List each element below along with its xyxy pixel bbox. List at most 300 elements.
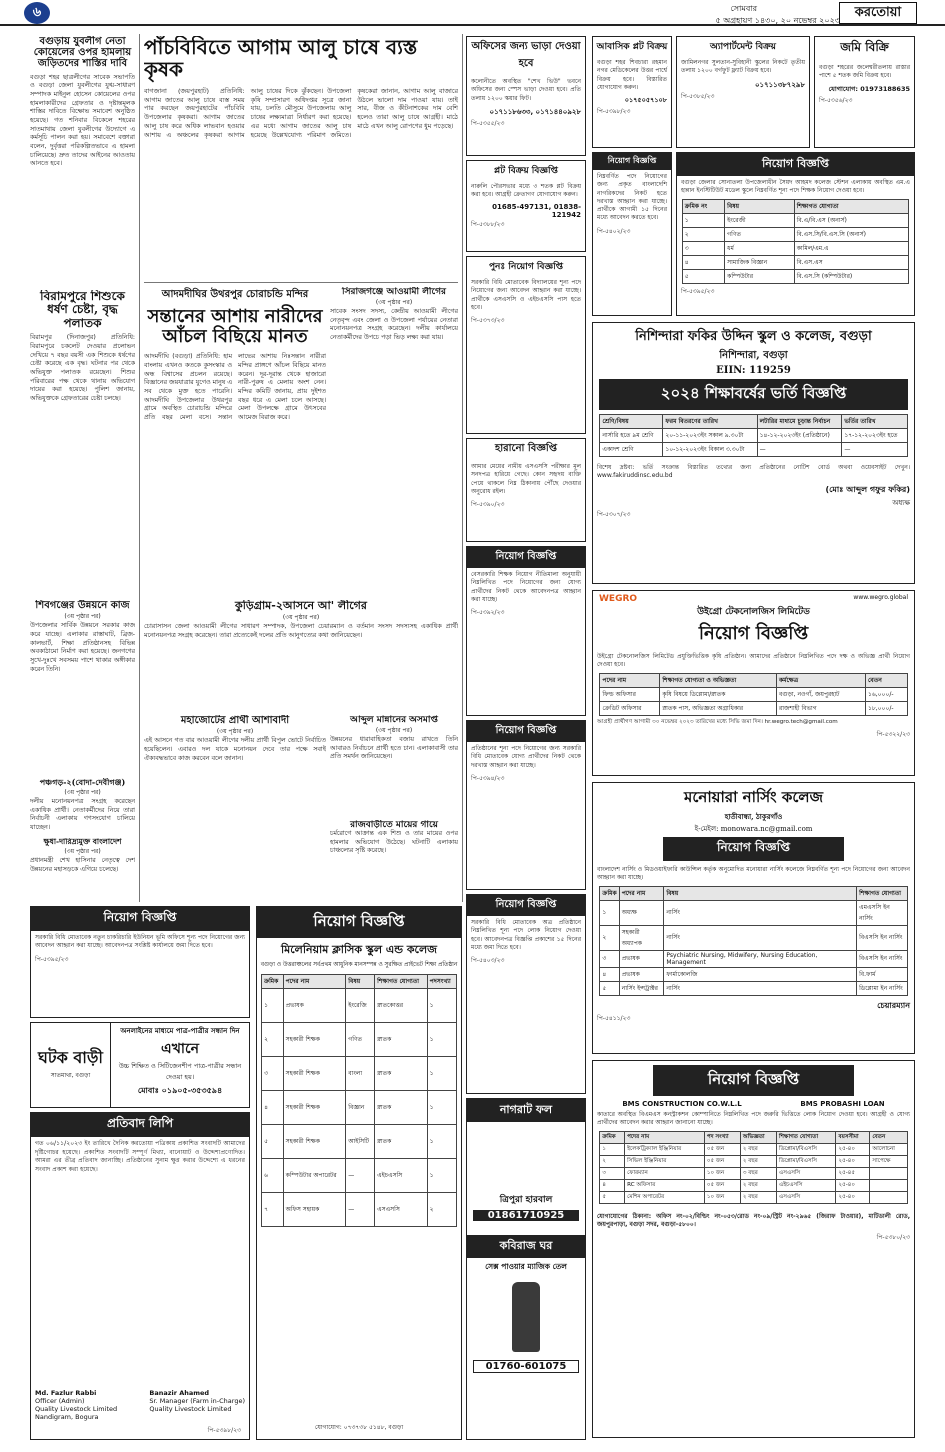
ad-ref: পি-৫৩৫৫/২৩ <box>471 119 505 127</box>
ad-title: নিয়োগ বিজ্ঞপ্তি <box>467 895 585 916</box>
table-cell: এসএসসি <box>777 1191 836 1203</box>
ad-recruit-a <box>592 152 672 316</box>
table-header: শিক্ষাগত যোগ্যতা <box>794 199 909 213</box>
signatory-role: Sr. Manager (Farm in-Charge) <box>149 1397 245 1405</box>
table-row <box>600 925 907 950</box>
table-cell: ১ <box>262 989 284 1023</box>
table-cell: ১৮,০০০/- <box>865 701 907 715</box>
ad-body: প্রতিষ্ঠানের শূন্য পদে নিয়োগের জন্য সরকারি বিধি মোতাবেক যোগ্য প্রার্থীদের নিকট থেকে দরখাস্ত আহ্বান করা যাচ্ছে। <box>471 745 581 769</box>
ad-title: নিয়োগ বিজ্ঞপ্তি <box>257 907 461 938</box>
story-body: দলীয় মনোনয়নপত্র সংগ্রহ করেছেন একাধিক প্রার্থী। নেতাকর্মীদের নিয়ে তারা নির্বাচনী এলাকায় গণসংযোগ চালিয়ে যাচ্ছেন। <box>30 797 135 832</box>
ad-ref: পি-৫৩৮৮/২৩ <box>471 220 505 228</box>
table-cell: বি.ফার্ম <box>857 967 907 981</box>
table-cell: ৩ <box>600 1167 625 1179</box>
story-headline: মহাজোটের প্রার্থী আশাবাদী <box>180 715 290 726</box>
table-cell: সামাজিক বিজ্ঞান <box>725 255 795 269</box>
table-header: বিষয় <box>725 199 795 213</box>
table-header: শিক্ষাগত যোগ্যতা <box>857 886 907 900</box>
ghotok-highlight: এখানে <box>161 1041 199 1057</box>
table-cell: ইলেকট্রিক্যাল ইঞ্জিনিয়ার <box>625 1143 705 1155</box>
table-cell: প্রভাষক <box>619 950 664 967</box>
lead-body: বাগজানা (জয়পুরহাট) প্রতিনিধি: আগাম জাতের আলু চাষে ব্যস্ত সময় পার করছেন জয়পুরহাটের পাঁচবিবি উপজেলার কৃষকরা। আগাম জাতের আলু চাষ করে অধিক লাভবান হওয়ার আশায় এ অঞ্চলের কৃষকরা আগাম আলু চাষের দিকে ঝুঁকছেন। উপজেলা কৃষি সম্প্রসারণ অধিদপ্তর সূত্রে জানা যায়, চলতি মৌসুমে উপজেলায় আলু চাষের লক্ষ্যমাত্রা নির্ধারণ করা হয়েছে। এর মধ্যে আগাম জাতের আলু চাষ হয়েছে উল্লেখযোগ্য পরিমাণ জমিতে। কৃষকেরা জানান, আগাম আলু বাজারে উঠলে ভালো দাম পাওয়া যায়। তাই সার, বীজ ও কীটনাশকের দাম বেশি হলেও তারা আলু চাষে আগ্রহী। মাঠে মাঠে এখন আলু রোপণের ধুম পড়েছে। <box>144 86 458 139</box>
ad-ref: পি-৫৩৯২/২৩ <box>471 609 505 617</box>
ad-protest-letter <box>30 1112 250 1440</box>
table-row <box>600 701 907 715</box>
table-cell: স্নাতক <box>375 1125 427 1159</box>
story-headline: বগুড়ায় যুবলীগ নেতা কোয়েলের ওপর হামলায় জড়িতদের শাস্তির দাবি <box>33 36 132 70</box>
story-body: চোরাসাসন জেলা আওয়ামী লীগের সাধারণ সম্পাদক, উপজেলা চেয়ারম্যান ও বর্তমান সংসদ সদস্যসহ একাধিক প্রার্থী মনোনয়নপত্র সংগ্রহ করেছেন। তারা প্রত্যেকেই দলের প্রতি আনুগত্যের কথা জানিয়েছেন। <box>144 623 458 639</box>
table-cell: RC অফিসার <box>625 1179 705 1191</box>
story-continuation: (৩য় পৃষ্ঠার পর) <box>282 614 320 622</box>
ad-bms-recruit <box>592 1060 915 1438</box>
table-cell: ৫ <box>262 1125 284 1159</box>
wegro-table <box>599 673 907 716</box>
table-cell: প্রভাষক <box>619 967 664 981</box>
page-number: ৬ <box>24 2 50 24</box>
ad-body: কলোনীতে অবস্থিত "শেখ ভিউ" ভবনে অফিসের জন্য স্পেস ভাড়া দেওয়া হবে। প্রতি তলায় ১২০০ স্কয়ার ফিট। <box>471 78 581 102</box>
table-cell: ৪ <box>600 1179 625 1191</box>
table-cell: ২০-১১-২০২৩ইং সকাল ৯.৩০টা <box>663 429 757 443</box>
table-cell: ১ <box>427 1023 456 1057</box>
table-cell: ২ <box>600 1155 625 1167</box>
ad-title: নিয়োগ বিজ্ঞপ্তি <box>593 153 671 170</box>
table-cell: ইংরেজি <box>346 989 375 1023</box>
table-cell: নার্সিং <box>664 900 857 925</box>
table-row <box>600 1155 907 1167</box>
story-body: প্রধানমন্ত্রী শেখ হাসিনার নেতৃত্বে দেশ উন্নয়নের মহাসড়কে এগিয়ে চলেছে। <box>30 857 135 874</box>
table-cell: বাংলা <box>346 1057 375 1091</box>
table-cell: ১০-১২-২০২৩ইং বিকাল ৩.৩০টা <box>663 443 757 457</box>
story-siraj <box>330 287 458 587</box>
table-cell: ৪ <box>600 967 619 981</box>
college-address: হাতীবান্ধা, ঠাকুরগাঁও <box>724 812 783 821</box>
ghotok-logo-title: ঘটক বাড়ী <box>38 1048 103 1068</box>
table-cell: মেশিন অপারেটর <box>625 1191 705 1203</box>
school-eiin: EIIN: 119259 <box>716 365 791 376</box>
table-cell: ২ <box>262 1023 284 1057</box>
story-continuation: (৩য় পৃষ্ঠার পর) <box>64 788 101 796</box>
table-cell: কামিল/এম.এ <box>794 241 909 255</box>
table-cell: ৩ <box>682 241 724 255</box>
ad-body: সরকারি বিধি মোতাবেক অত্র প্রতিষ্ঠানে নিম্নলিখিত শূন্য পদে লোক নিয়োগ দেওয়া হবে। আবেদনপত্র বিজ্ঞপ্তি প্রকাশের ১৫ দিনের মধ্যে জমা দিতে হবে। <box>471 919 581 951</box>
table-cell: — <box>842 443 907 457</box>
table-header: শিক্ষাগত যোগ্যতা <box>375 975 427 989</box>
masthead <box>0 0 945 26</box>
ad-nursing-recruit <box>592 782 915 1054</box>
signatory-role: Officer (Admin) <box>35 1397 85 1405</box>
table-cell: গণিত <box>725 227 795 241</box>
ad-body: আমার মেয়ের নামীয় এসএসসি পরীক্ষার মূল সনদপত্র হারিয়ে গেছে। কোন সহৃদয় ব্যক্তি পেয়ে থাকলে নিম্ন ঠিকানায় পৌঁছে দেওয়ার অনুরোধ রইল। <box>471 463 581 495</box>
table-row <box>600 900 907 925</box>
ad-contact: 01685-497131, 01838-121942 <box>492 202 581 219</box>
table-cell: স্নাতক <box>375 1057 427 1091</box>
story-birampur <box>30 290 135 590</box>
ad-contact: যোগাযোগ: 01973188635 <box>828 84 910 93</box>
table-cell: ৪ <box>682 255 724 269</box>
ad-herbal <box>466 1098 586 1440</box>
table-row <box>682 255 909 269</box>
ad-contact: ০১৭৫০৫৭১০৮ <box>624 96 667 105</box>
story-body: উপজেলার সার্বিক উন্নয়নে সরকার কাজ করে যাচ্ছে। এলাকার রাস্তাঘাট, ব্রিজ-কালভার্ট, শিক্ষা প্রতিষ্ঠানসহ বিভিন্ন অবকাঠামো নির্মাণ করা হয়েছে। জনগণের সুখে-দুঃখে সবসময় পাশে থাকার অঙ্গীকার করেন তিনি। <box>30 622 135 673</box>
ad-ref: পি-৫৩৯৮/২৩ <box>207 1427 241 1434</box>
story-continuation: (৩য় পৃষ্ঠার পর) <box>216 728 254 736</box>
table-row <box>600 1143 907 1155</box>
ad-millennium-recruit <box>256 906 462 1440</box>
ad-lost-notice <box>466 438 586 542</box>
table-cell: ২৫-৪০ <box>836 1191 870 1203</box>
table-header: শ্রেণি/বিষয় <box>600 415 663 429</box>
signatory-name: Banazir Ahamed <box>149 1389 210 1397</box>
table-header: কর্মক্ষেত্র <box>776 673 865 687</box>
table-cell: সহকারী অধ্যাপক <box>619 925 664 950</box>
table-header: পদের নাম <box>619 886 664 900</box>
table-cell: ১০ জন <box>704 1191 740 1203</box>
ad-ref: পি-৫৪০৩/২৩ <box>471 957 505 965</box>
herbal-brand-2: কবিরাজ ঘর <box>467 1235 585 1258</box>
ad-body: সরকারি বিধি মোতাবেক নতুন চাকরিচারি ইউনিয়ন ভূমি অফিসে শূন্য পদে নিয়োগের জন্য আবেদন আহ্বান করা যাচ্ছে। আবেদনপত্র সংশ্লিষ্ট কার্যালয়ে জমা দিতে হবে। <box>35 934 245 950</box>
ad-recruit-b <box>676 152 915 316</box>
table-cell: ৩ বছর <box>740 1167 776 1179</box>
ad-title: আবাসিক প্লট বিক্রয় <box>596 42 668 52</box>
herbal-phone-2: 01760-601075 <box>473 1360 579 1373</box>
table-cell: নার্সিং <box>664 981 857 995</box>
herbal-brand: ত্রিপুরা হারবাল <box>499 1195 553 1205</box>
table-cell: গণিত <box>346 1023 375 1057</box>
table-row <box>262 989 457 1023</box>
table-header: ফরম বিতরণের তারিখ <box>663 415 757 429</box>
table-cell: ১ <box>682 213 724 227</box>
ad-ref: পি-৫৪১১/২৩ <box>597 1014 631 1022</box>
ad-title: নিয়োগ বিজ্ঞপ্তি <box>467 721 585 742</box>
ad-footer: যোগাযোগ: ০৭৩৭৩৮ ৫১৪৮, বগুড়া <box>314 1423 404 1431</box>
lead-story <box>144 36 458 278</box>
table-cell: ২৫-৪০ <box>836 1155 870 1167</box>
table-cell: ২ <box>600 925 619 950</box>
table-cell: ১ <box>600 900 619 925</box>
table-cell: বি.এস.সি/বি.এস.সি (অনার্স) <box>794 227 909 241</box>
ad-title: প্রতিবাদ লিপি <box>31 1113 249 1137</box>
table-row <box>262 1125 457 1159</box>
ad-office-rent <box>466 36 586 156</box>
ghotok-body: উচ্চ শিক্ষিত ও সিটিজেনশীপ পাত্র-পাত্রীর সন্ধান দেওয়া হয়। <box>118 1062 242 1081</box>
table-cell: ৪ <box>262 1091 284 1125</box>
table-cell: অফিস সহায়ক <box>283 1193 346 1227</box>
table-header: বয়সসীমা <box>836 1131 870 1143</box>
school-address: নিশিন্দারা, বগুড়া <box>719 350 788 361</box>
table-cell: কৃষি বিষয়ে ডিপ্লোমা/স্নাতক <box>660 687 777 701</box>
signatory-role: অধ্যক্ষ <box>892 498 910 507</box>
table-cell <box>870 1167 907 1179</box>
table-cell <box>870 1179 907 1191</box>
table-row <box>262 1193 457 1227</box>
story-body: চর্মরোগে আক্রান্ত এক শিশু ও তার মায়ের ওপর হামলার অভিযোগ উঠেছে। ঘটনাটি এলাকায় চাঞ্চল্যের সৃষ্টি করেছে। <box>330 830 458 855</box>
ad-body: বগুড়া শহরের জলেশ্বরীতলায় রাস্তার পাশে ৫ শতক জমি বিক্রয় হবে। <box>819 64 910 80</box>
table-cell: আইসিটি <box>346 1125 375 1159</box>
story-continuation: (৩য় পৃষ্ঠার পর) <box>64 613 101 621</box>
table-cell: ৫ <box>600 981 619 995</box>
feature-headline: সন্তানের আশায় নারীদের আঁচল বিছিয়ে মানত <box>147 306 323 348</box>
table-cell: ইংরেজী <box>725 213 795 227</box>
ad-ref: পি-৫৩৯৪/২৩ <box>471 774 505 782</box>
signatory-place: Nandigram, Bogura <box>35 1413 99 1421</box>
school-name: নিশিন্দারা ফকির উদ্দিন স্কুল ও কলেজ, বগুড়া <box>635 329 872 344</box>
ad-body: বাংলাদেশ নার্সিং ও মিডওয়াইফারি কাউন্সিল কর্তৃক অনুমোদিত মনোয়ারা নার্সিং কলেজে নিম্নবর্ণিত শূন্য পদে নিয়োগের জন্য আবেদন আহ্বান করা যাচ্ছে। <box>597 866 910 882</box>
ad-title: নিয়োগ বিজ্ঞপ্তি <box>467 547 585 568</box>
ghotok-address: সাতমাথা, বগুড়া <box>50 1071 91 1079</box>
table-cell: বিজ্ঞান <box>346 1091 375 1125</box>
ad-body: বগুড়া জেলার সোনাতলা উপজেলাধীন সৈয়দ আহমদ কলেজ স্টেশন এলাকায় অবস্থিত এম.এ হান্নান ইনস্টিটিউট মডেল স্কুলে নিম্নবর্ণিত শূন্য পদে শিক্ষক নিয়োগ দেওয়া হবে। <box>681 179 910 195</box>
table-cell: — <box>346 1193 375 1227</box>
table-cell: ২ বছর <box>740 1179 776 1191</box>
table-row <box>262 1159 457 1193</box>
table-header: অভিজ্ঞতা <box>740 1131 776 1143</box>
signatory-name: (মোঃ আব্দুল গফুর ফকির) <box>825 484 910 494</box>
story-abdul-mannan <box>330 715 458 815</box>
ad-ref: পি-৫৩৯৫/২৩ <box>35 955 69 963</box>
table-cell: ২ বছর <box>740 1191 776 1203</box>
ad-apartment <box>676 36 810 148</box>
table-cell: ১ <box>427 1125 456 1159</box>
table-cell: ৩ <box>600 950 619 967</box>
ad-title: অ্যাপার্টমেন্ট বিক্রয় <box>710 42 776 52</box>
table-row <box>600 981 907 995</box>
ad-ref: পি-৫৩৯০/২৩ <box>471 501 505 509</box>
table-cell: ফিল্ড অফিসার <box>600 687 660 701</box>
ad-body: নিম্নবর্ণিত পদে নিয়োগের জন্য প্রকৃত বাংলাদেশি নাগরিকদের নিকট হতে দরখাস্ত আহ্বান করা যাচ্ছে। প্রার্থীকে আগামী ১৫ দিনের মধ্যে আবেদন করতে হবে। <box>597 173 667 222</box>
table-cell: আলোচনা <box>870 1143 907 1155</box>
ad-fakir-admission <box>592 322 915 584</box>
table-header: লটারির মাধ্যমে চূড়ান্ত নির্বাচন <box>757 415 842 429</box>
admission-banner: ২০২৪ শিক্ষাবর্ষের ভর্তি বিজ্ঞপ্তি <box>599 379 908 410</box>
table-header: বিষয় <box>664 886 857 900</box>
ad-body: বেসরকারি শিক্ষক নিয়োগ নীতিমালা অনুযায়ী নিম্নলিখিত পদে নিয়োগের জন্য যোগ্য প্রার্থীদের নিকট থেকে আবেদনপত্র আহ্বান করা যাচ্ছে। <box>471 571 581 603</box>
ad-body: সরকারি বিধি মোতাবেক বিদ্যালয়ের শূন্য পদে নিয়োগের জন্য আবেদন আহ্বান করা যাচ্ছে। প্রার্থীকে এসএসসি ও এইচএসসি পাস হতে হবে। <box>471 279 581 311</box>
story-headline: আব্দুল মান্নানের অসমাপ্ত <box>350 715 438 725</box>
ad-title: পুনঃ নিয়োগ বিজ্ঞপ্তি <box>488 262 564 272</box>
wegro-website: www.wegro.global <box>853 594 908 601</box>
table-row <box>682 227 909 241</box>
ad-title: নিয়োগ বিজ্ঞপ্তি <box>653 1065 854 1096</box>
ad-footer: আগ্রহী প্রার্থীগণ আগামী ৩০ নভেম্বর ২০২৩ তারিখের মধ্যে সিভি জমা দিন। hr.wegro.tech@gmail.com <box>597 718 838 725</box>
newspaper-brand: করতোয়া <box>839 2 917 24</box>
nursing-table <box>599 886 907 996</box>
ad-repub-recruit <box>466 256 586 434</box>
table-cell: ০৫ জন <box>704 1143 740 1155</box>
table-header: পদের নাম <box>625 1131 705 1143</box>
ad-title: নিয়োগ বিজ্ঞপ্তি <box>698 623 809 644</box>
ad-plot <box>592 36 672 148</box>
table-cell: একাদশ শ্রেণি <box>600 443 663 457</box>
story-headline: বিরামপুরে শিশুকে ধর্ষণ চেষ্টা, বৃদ্ধ পলাতক <box>40 290 125 330</box>
story-headline: ক্ষুধা-দারিদ্র্যমুক্ত বাংলাদেশ <box>43 838 122 846</box>
table-row <box>600 1191 907 1203</box>
table-cell: এইচএসসি <box>375 1159 427 1193</box>
ad-ref: পি-৫৩২২/২৩ <box>876 731 910 739</box>
ad-recruit-left <box>30 906 250 1018</box>
masthead-date: ৫ অগ্রহায়ণ ১৪৩০, ২০ নভেম্বর ২০২৩ <box>715 16 840 25</box>
ad-ref: পি-৫৪০২/২৩ <box>597 227 631 235</box>
table-header: ক্রমিক <box>262 975 284 989</box>
table-cell: সিভিল ইঞ্জিনিয়ার <box>625 1155 705 1167</box>
story-mohajot <box>144 715 326 825</box>
ad-recruit-d <box>466 720 586 890</box>
table-cell: ডিপ্লোমা/বিএসসি <box>777 1155 836 1167</box>
story-headline: রাজবাড়ীতে মায়ের গায়ে <box>350 820 438 830</box>
table-cell: সহকারী শিক্ষক <box>283 1091 346 1125</box>
table-cell: ২৫-৪০ <box>836 1179 870 1191</box>
table-cell <box>870 1191 907 1203</box>
table-row <box>262 1057 457 1091</box>
table-cell: ০৫ জন <box>704 1179 740 1191</box>
ad-title: জমি বিক্রি <box>840 40 889 54</box>
table-cell: এমএসসি ইন নার্সিং <box>857 900 907 925</box>
table-cell: ১৭-১২-২০২৩ইং হতে <box>842 429 907 443</box>
story-kurigram <box>144 600 458 710</box>
table-cell: ৭ <box>262 1193 284 1227</box>
table-cell: ফোরম্যান <box>625 1167 705 1179</box>
table-cell: এইচএসসি <box>777 1179 836 1191</box>
table-cell: নার্সিং <box>664 925 857 950</box>
story-body: এই আসনে গত বার আওয়ামী লীগের দলীয় প্রার্থী বিপুল ভোটে নির্বাচিত হয়েছিলেন। এবারও দল যাকে মনোনয়ন দেবে তার পক্ষে সবাই ঐক্যবদ্ধভাবে কাজ করবেন বলে জানান। <box>144 737 326 762</box>
table-header: বেতন <box>865 673 907 687</box>
ad-title: নিয়োগ বিজ্ঞপ্তি <box>31 907 249 931</box>
table-cell: রাজশাহী বিভাগ <box>776 701 865 715</box>
signatory-org: Quality Livestock Limited <box>149 1405 232 1413</box>
table-cell: কম্পিউটার অপারেটর <box>283 1159 346 1193</box>
table-cell: ০৫ জন <box>704 1155 740 1167</box>
table-cell: ১৬,০০০/- <box>865 687 907 701</box>
feature-kicker: আদমদীঘির উথরপুর চোরাচন্ডি মন্দির <box>161 289 309 300</box>
school-tagline: বগুড়া ও উত্তরাঞ্চলের সর্বপ্রথম আধুনিক মানসম্পন্ন ও সুরক্ষিত প্রাইভেট শিক্ষা প্রতিষ্ঠান <box>260 962 458 968</box>
ad-contact: ০১৭১১৮৬৩৩, ০১৭১৪৪০৯২৮ <box>489 107 581 116</box>
table-cell: ১ <box>427 1091 456 1125</box>
ad-ref: পি-৫৩৯৫/২৩ <box>681 287 715 295</box>
table-cell: ধর্ম <box>725 241 795 255</box>
bms-table <box>599 1131 907 1204</box>
ad-title: নাগরাট ফল <box>467 1099 585 1122</box>
ad-title: নিয়োগ বিজ্ঞপ্তি <box>677 153 914 176</box>
school-name: মিলেনিয়াম ক্লাসিক স্কুল এন্ড কলেজ <box>280 943 438 956</box>
table-cell: বিএসসি ইন নার্সিং <box>857 925 907 950</box>
lead-headline: পাঁচবিবিতে আগাম আলু চাষে ব্যস্ত কৃষক <box>144 36 418 82</box>
table-cell: ৫ <box>600 1191 625 1203</box>
table-cell: নার্সারি হতে ৯ম শ্রেণি <box>600 429 663 443</box>
table-cell: ২ বছর <box>740 1155 776 1167</box>
ad-ref: পি-৫৩৮৫/২৩ <box>681 92 715 100</box>
ad-recruit-c <box>466 546 586 716</box>
ad-ref: পি-৫৩৫৬/২৩ <box>819 96 853 104</box>
table-cell: ২ <box>427 1193 456 1227</box>
table-cell: অধ্যক্ষ <box>619 900 664 925</box>
table-header: ক্রমিক <box>600 1131 625 1143</box>
signatory-role: চেয়ারম্যান <box>877 1000 910 1010</box>
table-header: বিষয় <box>346 975 375 989</box>
table-cell: সহকারী শিক্ষক <box>283 1057 346 1091</box>
table-row <box>600 967 907 981</box>
story-continuation: (৩য় পৃষ্ঠার পর) <box>64 848 101 856</box>
story-continuation: (৩য় পৃষ্ঠার পর) <box>375 299 413 307</box>
table-cell: ডিপ্লোমা ইন নার্সিং <box>857 981 907 995</box>
table-cell: ১৪-১২-২০২৩ইং (প্রতিষ্ঠানে) <box>757 429 842 443</box>
table-row <box>682 269 909 283</box>
table-cell: সাপেক্ষে <box>870 1155 907 1167</box>
story-headline: কুড়িগ্রাম-২আসনে আ' লীগের <box>235 600 367 612</box>
table-row <box>600 443 907 457</box>
story-panchagarh <box>30 778 135 836</box>
table-cell: ২৫-৪৫ <box>836 1167 870 1179</box>
table-cell: এসএসসি <box>777 1167 836 1179</box>
company-name: উইগ্রো টেকনোলজিস লিমিটেড <box>697 607 810 617</box>
table-cell: ফার্মাকোলজি <box>664 967 857 981</box>
story-body: বগুড়া শহর ছাত্রলীগের সাবেক সভাপতি ও বগুড়া জেলা যুবলীগের যুগ্ম-সাধারণ সম্পাদক মাইনুল হোসেন কোয়েলের ওপর হামলাকারীদের গ্রেফতার ও দৃষ্টান্তমূলক শাস্তির দাবিতে বিক্ষোভ সমাবেশ অনুষ্ঠিত হয়েছে। গত শনিবার বিকেলে শহরের সাতমাথায় জেলা যুবলীগের উদ্যোগে এ কর্মসূচি পালন করা হয়। সমাবেশে বক্তারা বলেন, দুর্বৃত্তরা পরিকল্পিতভাবে এ হামলা চালিয়েছে। দ্রুত তাদের আইনের আওতায় আনতে হবে। <box>30 73 135 168</box>
table-header: পদ সংখ্যা <box>704 1131 740 1143</box>
wegro-logo: WEGRO <box>599 594 638 604</box>
story-body: বিরামপুর (দিনাজপুর) প্রতিনিধি: বিরামপুরে চকলেট দেওয়ার প্রলোভন দেখিয়ে ৭ বছর বয়সী এক শিশুকে ধর্ষণের চেষ্টা করেছে এক বৃদ্ধ। ঘটনার পর থেকে অভিযুক্ত পলাতক রয়েছেন। শিশুর পরিবারের পক্ষ থেকে থানায় অভিযোগ দায়ের করা হয়েছে। পুলিশ জানায়, অভিযুক্তকে গ্রেফতারের চেষ্টা চলছে। <box>30 334 135 403</box>
table-cell: সহকারী শিক্ষক <box>283 1125 346 1159</box>
table-cell: স্নাতক <box>375 1091 427 1125</box>
story-headline: শিবগঞ্জের উন্নয়নে কাজ <box>35 600 130 611</box>
table-row <box>600 687 907 701</box>
table-cell: বি.এস.এস <box>794 255 909 269</box>
signatory-org: Quality Livestock Limited <box>35 1405 118 1413</box>
table-cell: এসএসসি <box>375 1193 427 1227</box>
college-name: মনোয়ারা নার্সিং কলেজ <box>684 788 823 806</box>
table-cell: বিএসসি ইন নার্সিং <box>857 950 907 967</box>
story-body: উন্নয়নের ধারাবাহিকতা বজায় রাখতে তিনি আবারও নির্বাচনে প্রার্থী হতে চান। এলাকাবাসী তার প্রতি সমর্থন জানিয়েছেন। <box>330 736 458 761</box>
ad-body: বিশেষ দ্রষ্টব্য: ভর্তি সংক্রান্ত বিস্তারিত তথ্যের জন্য প্রতিষ্ঠানের নোটিশ বোর্ড অথবা ওয়েবসাইট দেখুন। www.fakiruddinsc.edu.bd <box>597 464 910 480</box>
table-cell: প্রভাষক <box>283 989 346 1023</box>
table-cell: স্নাতকোত্তর <box>375 989 427 1023</box>
table-header: শিক্ষাগত যোগ্যতা ও অভিজ্ঞতা <box>660 673 777 687</box>
table-cell: — <box>757 443 842 457</box>
ad-body: উইগ্রো টেকনোলজিস লিমিটেড প্রযুক্তিভিত্তিক কৃষি প্রতিষ্ঠান। আমাদের প্রতিষ্ঠানে নিম্নলিখিত পদে দক্ষ ও অভিজ্ঞ প্রার্থী নিয়োগ দেওয়া হবে। <box>597 653 910 669</box>
ad-title: হারানো বিজ্ঞপ্তি <box>495 443 557 454</box>
company-name: BMS CONSTRUCTION CO.W.L.L <box>622 1100 742 1108</box>
table-row <box>600 950 907 967</box>
ad-ref: পি-৫৩৭৩/২৩ <box>471 317 505 325</box>
feature-body: আদমদীঘি (বগুড়া) প্রতিনিধি: হাম বাংলায় এখনও কতকে কুসংস্কার ও অন্ধ বিশ্বাসের প্রচলন রয়েছে। বিজ্ঞানের জয়যাত্রার যুগেও মানুষ এ সব থেকে মুক্ত হতে পারেনি। আদমদীঘি উপজেলার উথরপুর গ্রামে অবস্থিত চোরাচন্ডি মন্দিরে প্রতি বছর মেলা বসে। সন্তান লাভের আশায় নিঃসন্তান নারীরা মন্দির প্রাঙ্গণে আঁচল বিছিয়ে মানত করেন। দূর-দূরান্ত থেকে হাজারো নারী-পুরুষ এ মেলায় অংশ নেন। মন্দির কমিটি জানায়, প্রায় দুইশত বছর ধরে এ মেলা চলে আসছে। মেলা উপলক্ষে গ্রামে উৎসবের আমেজ বিরাজ করে। <box>144 353 326 422</box>
ad-body: নারুলি পৌরসভার মধ্যে ৩ শতক প্লট বিক্রয় করা হবে। আগ্রহী ক্রেতাগণ যোগাযোগ করুন। <box>471 183 581 199</box>
ad-plot-sale <box>466 160 586 252</box>
ad-body: গত ০৬/১১/২০২৩ ইং তারিখে দৈনিক করতোয়া পত্রিকায় প্রকাশিত সংবাদটি আমাদের দৃষ্টিগোচর হয়েছে। প্রকাশিত সংবাদটি সম্পূর্ণ মিথ্যা, বানোয়াট ও উদ্দেশ্যপ্রণোদিত। আমরা এর তীব্র প্রতিবাদ জানাচ্ছি। প্রতিষ্ঠানের সুনাম ক্ষুণ্ণ করার উদ্দেশ্যে এ ধরনের সংবাদ প্রকাশ করা হয়েছে। <box>35 1140 245 1173</box>
ad-address: যোগাযোগের ঠিকানা: অফিস নং-০২/বিল্ডিং নং-০৫৩/রোড নং-০৯/স্ট্রিট নং-২৯৬৫ (জিরাফ টাওয়ার), মাটিডালী রোড, জয়পুরপাড়া, বগুড়া সদর, বগুড়া-৫৮০০। <box>597 1212 910 1228</box>
table-header: পদসংখ্যা <box>427 975 456 989</box>
table-cell: ডিপ্লোমা/বিএসসি <box>777 1143 836 1155</box>
table-cell: বগুড়া, নওগাঁ, জয়পুরহাট <box>776 687 865 701</box>
company-name: BMS PROBASHI LOAN <box>800 1100 885 1108</box>
ad-title: প্লট বিক্রয় বিজ্ঞপ্তি <box>494 166 558 176</box>
table-row <box>600 1179 907 1191</box>
recruit-table <box>682 199 910 284</box>
table-cell: সহকারী শিক্ষক <box>283 1023 346 1057</box>
college-email: ই-মেইল: monowara.nc@gmail.com <box>694 825 813 833</box>
table-row <box>262 1091 457 1125</box>
table-row <box>682 241 909 255</box>
table-cell: ১০ জন <box>704 1167 740 1179</box>
table-cell: ১ <box>427 1057 456 1091</box>
signatory-name: Md. Fazlur Rabbi <box>35 1389 97 1397</box>
table-cell: Psychiatric Nursing, Midwifery, Nursing Education, Management <box>664 950 857 967</box>
table-row <box>682 213 909 227</box>
table-cell: ২ <box>682 227 724 241</box>
admission-table <box>599 414 907 457</box>
column-rule <box>462 34 463 902</box>
section-rule <box>144 282 458 283</box>
table-cell: ২৫-৪০ <box>836 1143 870 1155</box>
story-body: সাবেক সংসদ সদস্য, কেন্দ্রীয় আওয়ামী লীগের নেতৃবৃন্দ এবং জেলা ও উপজেলা পর্যায়ের নেতারা মনোনয়নপত্র সংগ্রহ করেছেন। দলীয় কার্যালয়ে নেতাকর্মীদের উপচে পড়া ভিড় লক্ষ্য করা যায়। <box>330 308 458 342</box>
table-row <box>262 1023 457 1057</box>
table-row <box>600 429 907 443</box>
